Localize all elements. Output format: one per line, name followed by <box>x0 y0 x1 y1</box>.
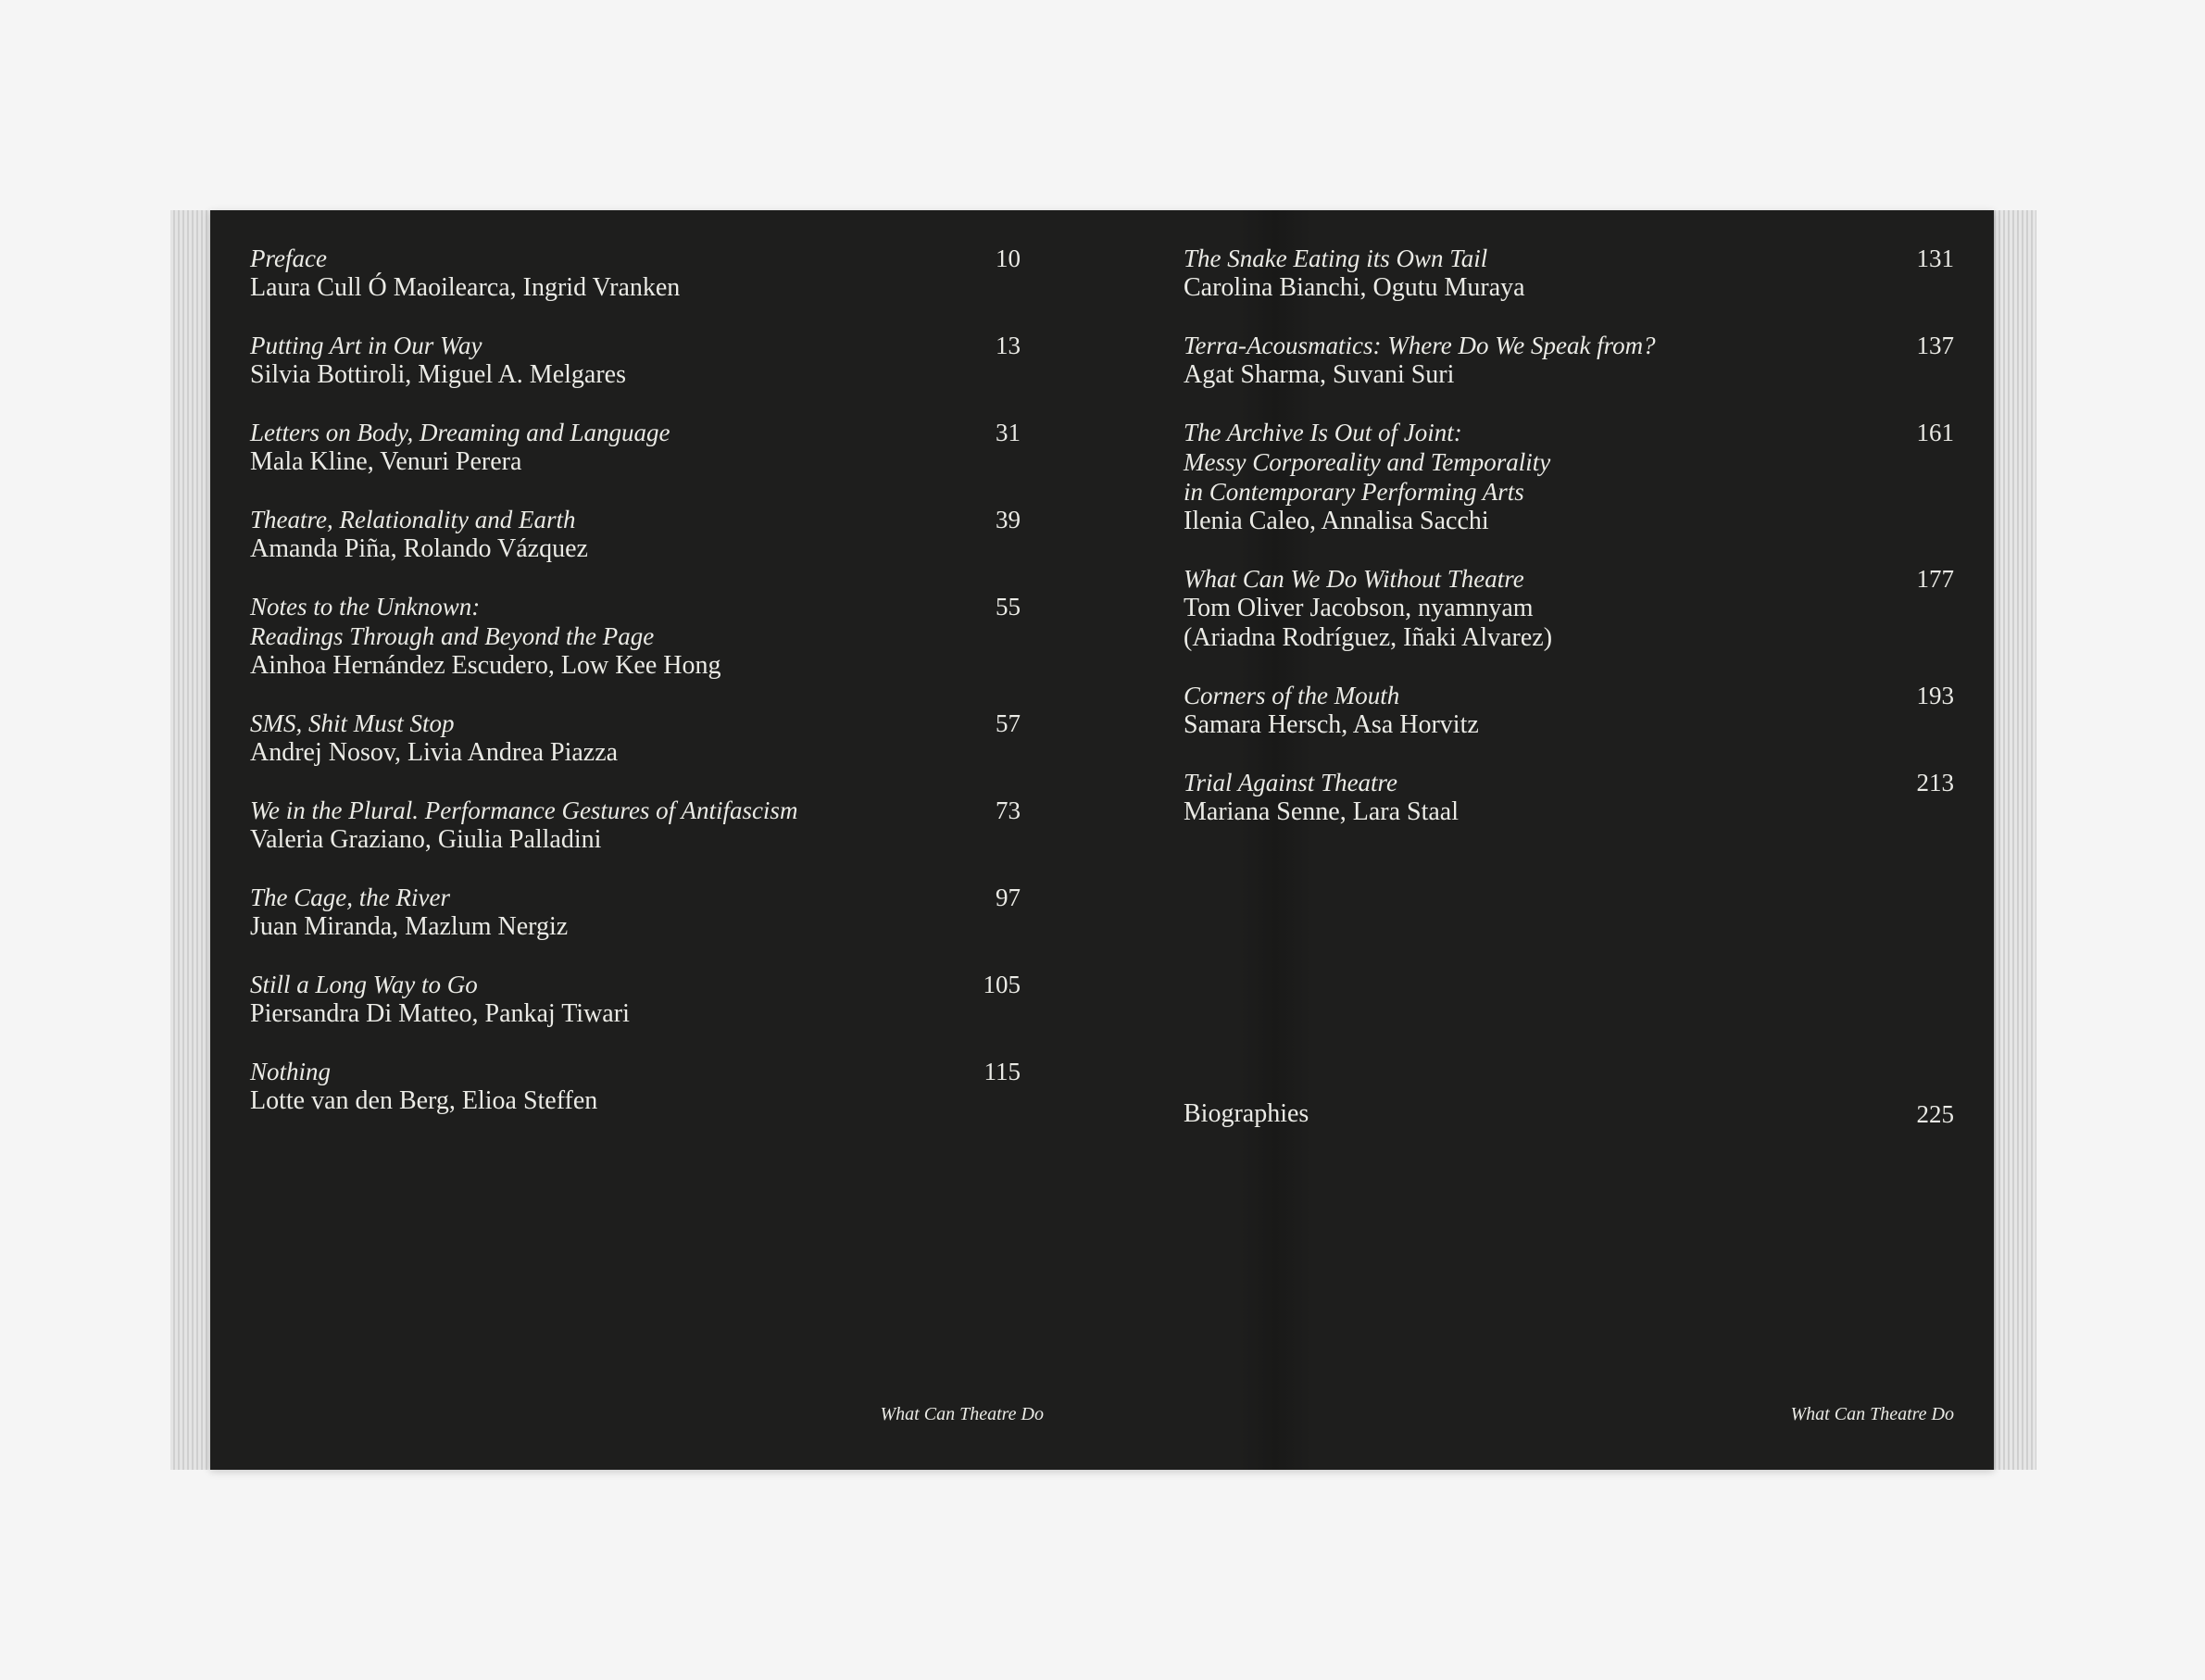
toc-entry <box>1184 681 1954 740</box>
entry-authors: Agat Sharma, Suvani Suri <box>1184 360 1455 389</box>
entry-title: The Snake Eating its Own Tail <box>1184 244 1488 272</box>
toc-entry <box>1184 418 1954 536</box>
entry-page-number: 13 <box>996 332 1021 359</box>
entry-title-continued: in Contemporary Performing Arts <box>1184 478 1524 506</box>
entry-title-continued: Messy Corporeality and Temporality <box>1184 448 1551 476</box>
entry-authors: Silvia Bottiroli, Miguel A. Melgares <box>250 360 626 389</box>
entry-authors: Amanda Piña, Rolando Vázquez <box>250 534 588 563</box>
entry-authors: Lotte van den Berg, Elioa Steffen <box>250 1086 598 1115</box>
entry-page-number: 73 <box>996 796 1021 824</box>
entry-title: Corners of the Mouth <box>1184 682 1400 709</box>
entry-page-number: 31 <box>996 419 1021 446</box>
page-edges-left <box>170 210 210 1470</box>
toc-entry <box>250 1057 1021 1116</box>
toc-entry <box>250 331 1021 390</box>
toc-entry <box>250 708 1021 768</box>
entry-authors: Samara Hersch, Asa Horvitz <box>1184 710 1479 739</box>
entry-authors: Mala Kline, Venuri Perera <box>250 447 522 476</box>
entry-page-number: 161 <box>1916 419 1954 446</box>
entry-authors: Tom Oliver Jacobson, nyamnyam <box>1184 594 1534 622</box>
toc-entry <box>250 883 1021 942</box>
entry-page-number: 39 <box>996 506 1021 533</box>
entry-authors: Ainhoa Hernández Escudero, Low Kee Hong <box>250 651 721 680</box>
entry-page-number: 213 <box>1916 769 1954 796</box>
entry-page-number: 105 <box>983 971 1021 998</box>
entry-title: Putting Art in Our Way <box>250 332 482 359</box>
entry-page-number: 57 <box>996 709 1021 737</box>
toc-entry <box>250 505 1021 564</box>
toc-entry <box>250 970 1021 1029</box>
toc-entry <box>1184 331 1954 390</box>
entry-title: Notes to the Unknown: <box>250 593 481 621</box>
entry-authors: Mariana Senne, Lara Staal <box>1184 797 1459 826</box>
toc-entry <box>250 244 1021 303</box>
entry-page-number: 55 <box>996 593 1021 621</box>
entry-title: Theatre, Relationality and Earth <box>250 506 576 533</box>
entry-page-number: 137 <box>1916 332 1954 359</box>
entry-page-number: 97 <box>996 884 1021 911</box>
entry-title: Still a Long Way to Go <box>250 971 478 998</box>
toc-entry <box>250 418 1021 477</box>
entry-title: Trial Against Theatre <box>1184 769 1398 796</box>
entry-page-number: 10 <box>996 244 1021 272</box>
entry-title: The Archive Is Out of Joint: <box>1184 419 1462 446</box>
biographies-label: Biographies <box>1184 1099 1309 1128</box>
entry-title: Nothing <box>250 1058 332 1085</box>
entry-page-number: 115 <box>983 1058 1021 1085</box>
entry-authors: Ilenia Caleo, Annalisa Sacchi <box>1184 507 1489 535</box>
biographies-page-number: 225 <box>1916 1100 1954 1128</box>
entry-title: Terra-Acousmatics: Where Do We Speak from? <box>1184 332 1656 359</box>
running-footer-left: What Can Theatre Do <box>880 1404 1044 1424</box>
biographies-entry <box>1184 1099 1954 1129</box>
entry-title: We in the Plural. Performance Gestures of Antifascism <box>250 796 798 824</box>
entry-authors: Andrej Nosov, Livia Andrea Piazza <box>250 738 619 767</box>
entry-page-number: 177 <box>1916 565 1954 593</box>
page-edges-right <box>1994 210 2036 1470</box>
toc-left-page <box>250 244 1021 1144</box>
running-footer-right: What Can Theatre Do <box>1790 1404 1954 1424</box>
book-spread <box>210 210 1994 1470</box>
entry-authors: Carolina Bianchi, Ogutu Muraya <box>1184 273 1525 302</box>
toc-entry <box>1184 768 1954 827</box>
entry-authors: Piersandra Di Matteo, Pankaj Tiwari <box>250 999 630 1028</box>
toc-entry <box>1184 564 1954 653</box>
entry-title: Preface <box>250 244 327 272</box>
entry-title: Letters on Body, Dreaming and Language <box>250 419 670 446</box>
toc-entry <box>1184 244 1954 303</box>
entry-authors: Valeria Graziano, Giulia Palladini <box>250 825 602 854</box>
entry-page-number: 193 <box>1916 682 1954 709</box>
entry-title: SMS, Shit Must Stop <box>250 709 455 737</box>
entry-title: What Can We Do Without Theatre <box>1184 565 1524 593</box>
toc-entry <box>250 592 1021 681</box>
entry-page-number: 131 <box>1916 244 1954 272</box>
toc-entry <box>250 796 1021 855</box>
toc-right-page <box>1184 244 1954 855</box>
entry-authors: Laura Cull Ó Maoilearca, Ingrid Vranken <box>250 273 681 302</box>
entry-title: The Cage, the River <box>250 884 450 911</box>
entry-authors-continued: (Ariadna Rodríguez, Iñaki Alvarez) <box>1184 623 1553 652</box>
entry-title-continued: Readings Through and Beyond the Page <box>250 622 655 650</box>
entry-authors: Juan Miranda, Mazlum Nergiz <box>250 912 569 941</box>
